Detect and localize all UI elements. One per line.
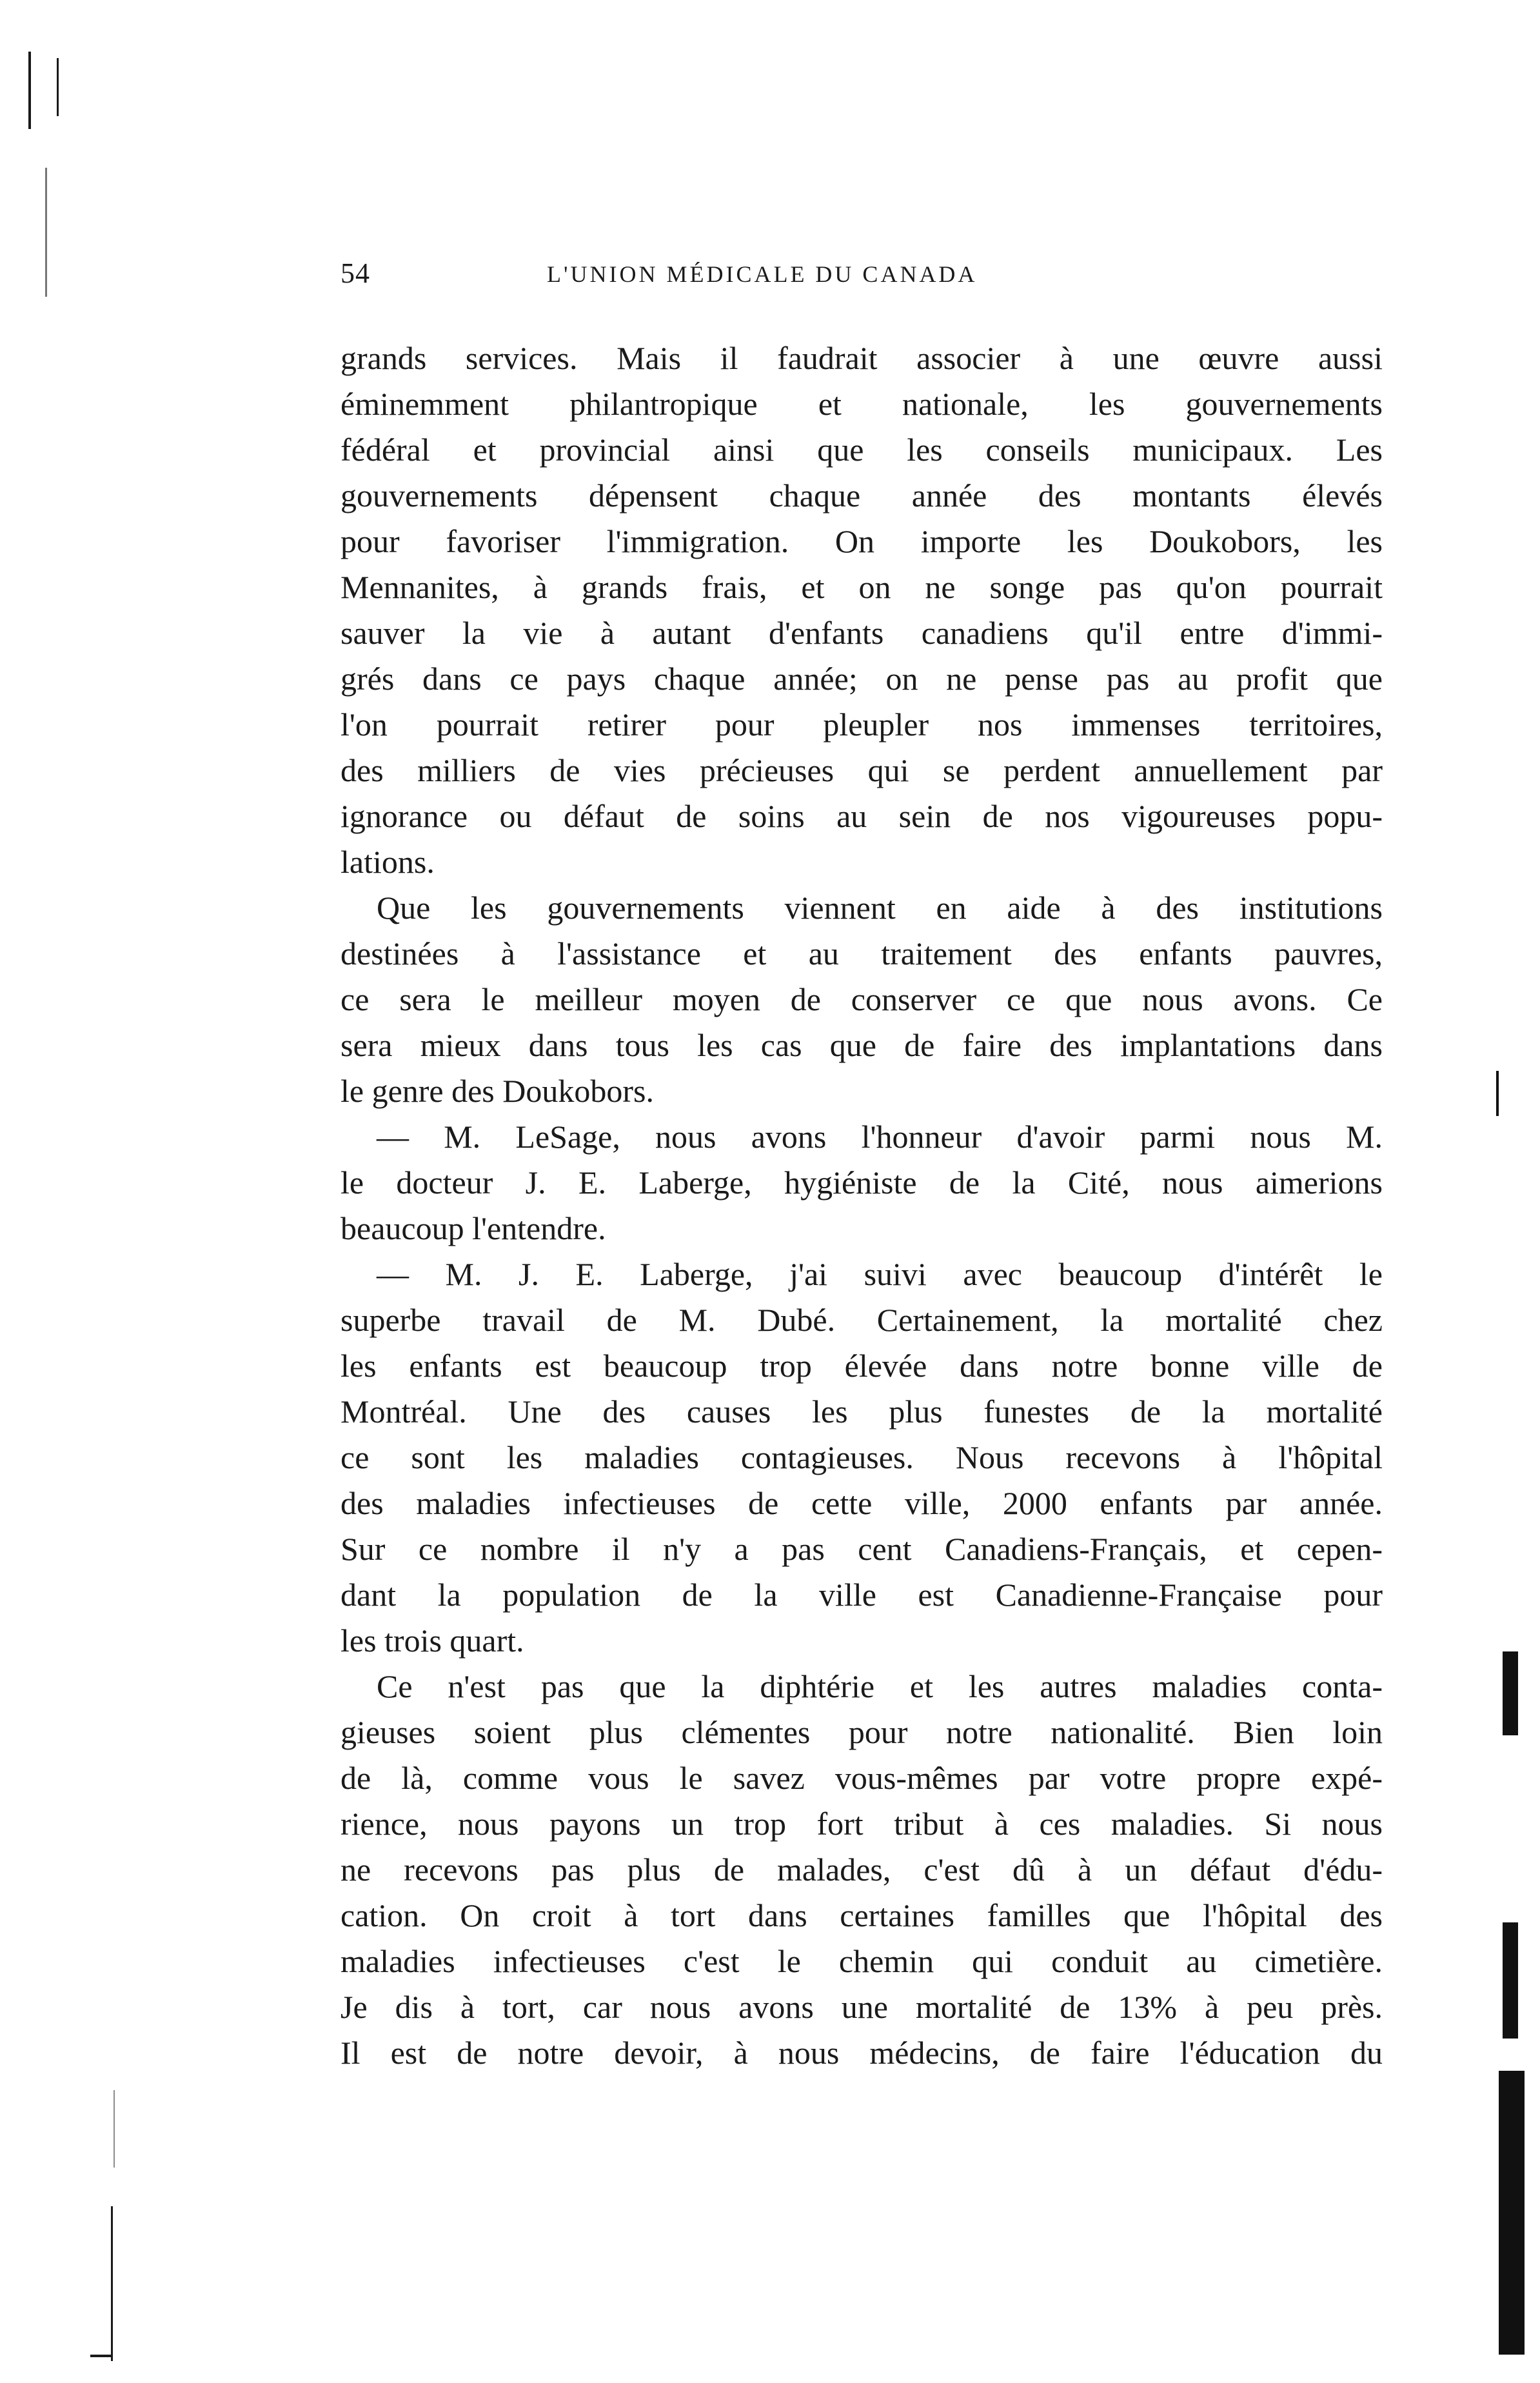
text-line: fédéral et provincial ainsi que les conseils municipaux. Les [341, 432, 1383, 468]
text-line: sauver la vie à autant d'enfants canadiens qu'il entre d'immi- [341, 615, 1383, 651]
text-line: sera mieux dans tous les cas que de faire des implantations dans [341, 1027, 1383, 1063]
text-line: des maladies infectieuses de cette ville, 2000 enfants par année. [341, 1485, 1383, 1521]
text-line: ce sera le meilleur moyen de conserver ce que nous avons. Ce [341, 981, 1383, 1017]
text-line: — M. LeSage, nous avons l'honneur d'avoir parmi nous M. [377, 1119, 1383, 1155]
body-text [341, 335, 1383, 2076]
binding-mark [111, 2206, 113, 2361]
text-line: l'on pourrait retirer pour pleupler nos immenses territoires, [341, 706, 1383, 743]
text-line: ignorance ou défaut de soins au sein de nos vigoureuses popu- [341, 798, 1383, 834]
text-line: beaucoup l'entendre. [341, 1210, 606, 1246]
binding-mark [114, 2090, 115, 2168]
text-line: éminemment philantropique et nationale, les gouvernements [341, 386, 1383, 422]
text-line: grands services. Mais il faudrait associer à une œuvre aussi [341, 340, 1383, 376]
text-line: dant la population de la ville est Canadienne-Française pour [341, 1577, 1383, 1613]
text-line: le docteur J. E. Laberge, hygiéniste de la Cité, nous aimerions [341, 1164, 1383, 1201]
text-line: Montréal. Une des causes les plus funestes de la mortalité [341, 1393, 1383, 1430]
text-line: maladies infectieuses c'est le chemin qui conduit au cimetière. [341, 1943, 1383, 1979]
text-line: gieuses soient plus clémentes pour notre nationalité. Bien loin [341, 1714, 1383, 1750]
text-line: cation. On croit à tort dans certaines familles que l'hôpital des [341, 1897, 1383, 1933]
text-line: grés dans ce pays chaque année; on ne pense pas au profit que [341, 661, 1383, 697]
text-line: rience, nous payons un trop fort tribut à ces maladies. Si nous [341, 1806, 1383, 1842]
text-line: des milliers de vies précieuses qui se perdent annuellement par [341, 752, 1383, 788]
text-line: lations. [341, 844, 435, 880]
text-line: Sur ce nombre il n'y a pas cent Canadiens-Français, et cepen- [341, 1531, 1383, 1567]
text-line: pour favoriser l'immigration. On importe les Doukobors, les [341, 523, 1383, 559]
text-line: le genre des Doukobors. [341, 1073, 654, 1109]
binding-mark [90, 2355, 112, 2357]
text-line: Mennanites, à grands frais, et on ne songe pas qu'on pourrait [341, 569, 1383, 605]
text-line: superbe travail de M. Dubé. Certainement, la mortalité chez [341, 1302, 1383, 1338]
text-line: les trois quart. [341, 1622, 524, 1659]
text-line: ce sont les maladies contagieuses. Nous recevons à l'hôpital [341, 1439, 1383, 1475]
journal-title: L'UNION MÉDICALE DU CANADA [547, 261, 978, 287]
text-line: ne recevons pas plus de malades, c'est dû à un défaut d'édu- [341, 1851, 1383, 1888]
text-line: — M. J. E. Laberge, j'ai suivi avec beaucoup d'intérêt le [377, 1256, 1383, 1292]
text-line: gouvernements dépensent chaque année des montants élevés [341, 477, 1383, 513]
text-line: les enfants est beaucoup trop élevée dans notre bonne ville de [341, 1348, 1383, 1384]
text-line: Je dis à tort, car nous avons une mortalité de 13% à peu près. [341, 1989, 1383, 2025]
page-edge-shadow [1503, 1922, 1518, 2039]
text-line: Il est de notre devoir, à nous médecins, de faire l'éducation du [341, 2035, 1383, 2071]
binding-mark [57, 58, 59, 116]
running-header [341, 257, 1179, 295]
page-edge-shadow [1499, 2071, 1525, 2355]
text-line: de là, comme vous le savez vous-mêmes par votre propre expé- [341, 1760, 1383, 1796]
binding-mark [45, 168, 47, 297]
page-edge-shadow [1496, 1071, 1499, 1116]
text-line: Ce n'est pas que la diphtérie et les autres maladies conta- [377, 1668, 1383, 1704]
page-edge-shadow [1503, 1651, 1518, 1735]
page-number: 54 [341, 257, 370, 289]
binding-mark [28, 52, 31, 129]
text-line: Que les gouvernements viennent en aide à des institutions [377, 890, 1383, 926]
text-line: destinées à l'assistance et au traitement des enfants pauvres, [341, 935, 1383, 972]
